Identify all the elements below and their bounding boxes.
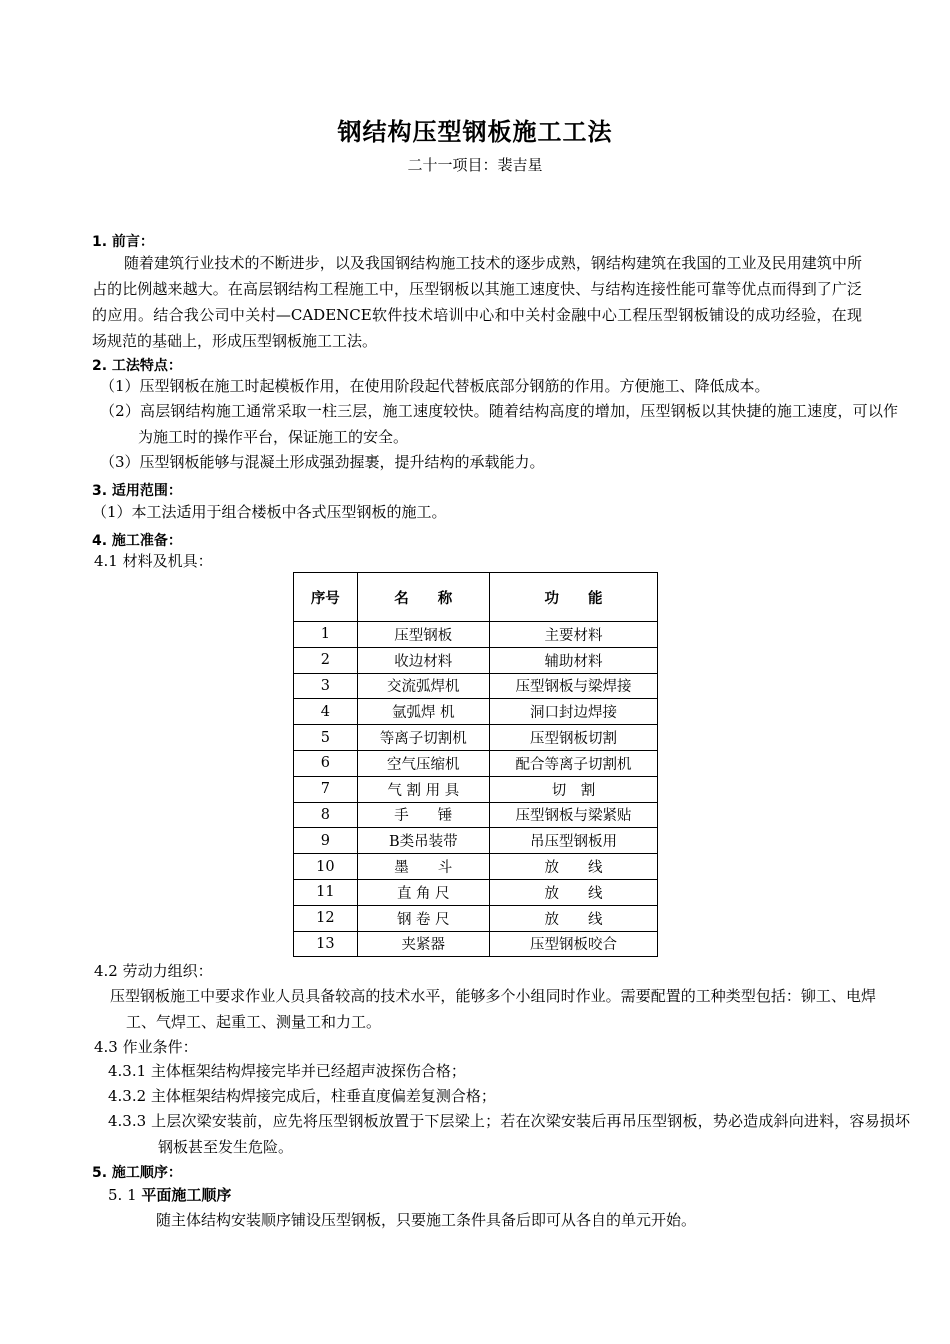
table-row bbox=[294, 750, 658, 776]
table-row bbox=[294, 647, 658, 673]
table-cell: 3 bbox=[294, 673, 358, 699]
table-row bbox=[294, 776, 658, 802]
table-cell: 放 线 bbox=[489, 879, 657, 905]
section-1-paragraph: 随着建筑行业技术的不断进步，以及我国钢结构施工技术的逐步成熟，钢结构建筑在我国的工业及民用建筑中所占的比例越来越大。在高层钢结构工程施工中，压型钢板以其施工速度快、与结构连接性能可靠等优点而得到了广泛的应用。结合我公司中关村—CADENCE软件技术培训中心和中关村金融中心工程压型钢板铺设的成功经验，在现场规范的基础上，形成压型钢板施工工法。 bbox=[92, 254, 862, 350]
section-4-3-title: 4.3 作业条件： bbox=[94, 1038, 198, 1056]
section-5-heading: 5. 施工顺序： bbox=[92, 1165, 182, 1181]
table-cell: 8 bbox=[294, 802, 358, 828]
table-cell: 钢 卷 尺 bbox=[357, 905, 489, 931]
section-2-item-2: （2）高层钢结构施工通常采取一柱三层，施工速度较快。随着结构高度的增加，压型钢板以其快捷的施工速度，可以作为施工时的操作平台，保证施工的安全。 bbox=[100, 402, 898, 446]
section-3-heading: 3. 适用范围： bbox=[92, 483, 182, 499]
table-cell: 压型钢板 bbox=[357, 622, 489, 648]
section-1-heading: 1. 前言： bbox=[92, 234, 154, 250]
table-row bbox=[294, 854, 658, 880]
table-cell: 放 线 bbox=[489, 905, 657, 931]
table-row bbox=[294, 879, 658, 905]
section-4-1-title: 4.1 材料及机具： bbox=[94, 552, 213, 570]
table-cell: 12 bbox=[294, 905, 358, 931]
table-cell: 1 bbox=[294, 622, 358, 648]
section-2-heading: 2. 工法特点： bbox=[92, 358, 182, 374]
table-cell: 2 bbox=[294, 647, 358, 673]
table-row bbox=[294, 673, 658, 699]
table-cell: 吊压型钢板用 bbox=[489, 828, 657, 854]
table-cell: 4 bbox=[294, 699, 358, 725]
table-row bbox=[294, 622, 658, 648]
table-row bbox=[294, 725, 658, 751]
table-header-row bbox=[294, 573, 658, 622]
condition-4-3-2: 4.3.2 主体框架结构焊接完成后，柱垂直度偏差复测合格； bbox=[108, 1087, 496, 1105]
condition-4-3-3: 4.3.3 上层次梁安装前，应先将压型钢板放置于下层梁上；若在次梁安装后再吊压型钢板，势必造成斜向进料，容易损坏钢板甚至发生危险。 bbox=[108, 1112, 910, 1156]
section-5-1-title bbox=[108, 1182, 231, 1208]
table-cell: 墨 斗 bbox=[357, 854, 489, 880]
col-header-name: 名 称 bbox=[357, 573, 489, 622]
table-cell: 压型钢板与梁紧贴 bbox=[489, 802, 657, 828]
table-cell: 夹紧器 bbox=[357, 931, 489, 957]
col-header-index: 序号 bbox=[294, 573, 358, 622]
table-cell: 空气压缩机 bbox=[357, 750, 489, 776]
table-cell: B类吊装带 bbox=[357, 828, 489, 854]
section-5-1-label: 平面施工顺序 bbox=[141, 1186, 232, 1204]
section-4-heading: 4. 施工准备： bbox=[92, 533, 182, 549]
table-cell: 6 bbox=[294, 750, 358, 776]
table-cell: 辅助材料 bbox=[489, 647, 657, 673]
table-cell: 手 锤 bbox=[357, 802, 489, 828]
table-cell: 压型钢板与梁焊接 bbox=[489, 673, 657, 699]
table-cell: 5 bbox=[294, 725, 358, 751]
table-cell: 洞口封边焊接 bbox=[489, 699, 657, 725]
table-cell: 7 bbox=[294, 776, 358, 802]
table-cell: 等离子切割机 bbox=[357, 725, 489, 751]
table-cell: 直 角 尺 bbox=[357, 879, 489, 905]
col-header-function: 功 能 bbox=[489, 573, 657, 622]
section-4-2-text: 压型钢板施工中要求作业人员具备较高的技术水平，能够多个小组同时作业。需要配置的工种类型包括：铆工、电焊工、气焊工、起重工、测量工和力工。 bbox=[110, 987, 876, 1031]
table-cell: 氩弧焊 机 bbox=[357, 699, 489, 725]
section-3-item-1: （1）本工法适用于组合楼板中各式压型钢板的施工。 bbox=[92, 503, 447, 521]
section-2-item-3: （3）压型钢板能够与混凝土形成强劲握裹，提升结构的承载能力。 bbox=[100, 453, 545, 471]
table-row bbox=[294, 905, 658, 931]
section-2-item-1: （1）压型钢板在施工时起模板作用，在使用阶段起代替板底部分钢筋的作用。方便施工、降低成本。 bbox=[100, 377, 770, 395]
table-row bbox=[294, 828, 658, 854]
table-cell: 10 bbox=[294, 854, 358, 880]
table-cell: 主要材料 bbox=[489, 622, 657, 648]
table-cell: 压型钢板切割 bbox=[489, 725, 657, 751]
table-cell: 压型钢板咬合 bbox=[489, 931, 657, 957]
table-cell: 9 bbox=[294, 828, 358, 854]
table-row bbox=[294, 699, 658, 725]
condition-4-3-1: 4.3.1 主体框架结构焊接完毕并已经超声波探伤合格； bbox=[108, 1062, 466, 1080]
table-cell: 切 割 bbox=[489, 776, 657, 802]
table-cell: 放 线 bbox=[489, 854, 657, 880]
table-cell: 收边材料 bbox=[357, 647, 489, 673]
section-4-2-title: 4.2 劳动力组织： bbox=[94, 962, 213, 980]
table-cell: 气 割 用 具 bbox=[357, 776, 489, 802]
materials-table bbox=[293, 572, 658, 957]
table-row bbox=[294, 931, 658, 957]
table-cell: 配合等离子切割机 bbox=[489, 750, 657, 776]
table-cell: 13 bbox=[294, 931, 358, 957]
section-5-1-text: 随主体结构安装顺序铺设压型钢板，只要施工条件具备后即可从各自的单元开始。 bbox=[156, 1211, 697, 1229]
doc-subtitle: 二十一项目：裴吉星 bbox=[407, 156, 543, 174]
table-cell: 11 bbox=[294, 879, 358, 905]
section-5-1-number: 5. 1 bbox=[108, 1186, 137, 1204]
doc-title: 钢结构压型钢板施工工法 bbox=[337, 118, 613, 146]
table-cell: 交流弧焊机 bbox=[357, 673, 489, 699]
table-row bbox=[294, 802, 658, 828]
